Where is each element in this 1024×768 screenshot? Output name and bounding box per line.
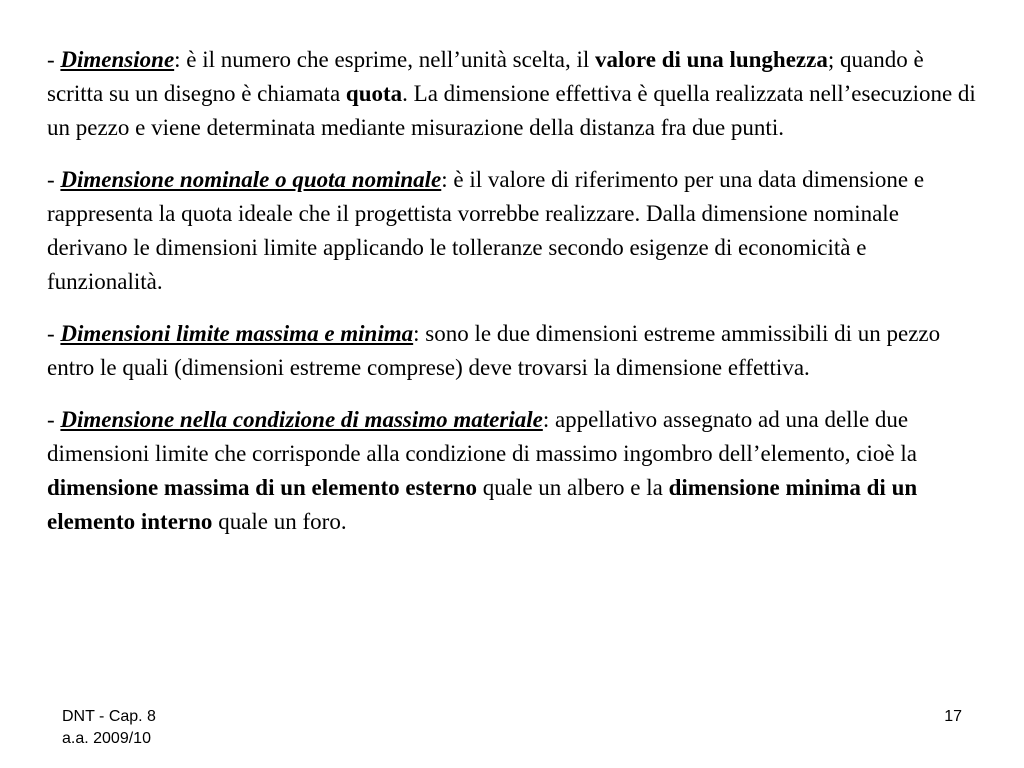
definition-text: : è il valore di riferimento per una data dimensione e rappresenta la quota ideale che il progettista vorrebbe realizzare. Dalla dimensione nominale derivano le dimensioni limite applicando le tolleranze secondo esigenze di economicità e funzionalità.	[47, 167, 925, 294]
definition-massimo-materiale	[47, 403, 982, 539]
definition-text: ; quando è scritta su un disegno è chiamata	[47, 47, 924, 106]
definition-text: quale un albero e la	[476, 475, 669, 500]
emphasis-text: quota	[345, 81, 403, 106]
bullet-dash: -	[47, 321, 61, 346]
definition-text: : appellativo assegnato ad una delle due dimensioni limite che corrisponde alla condizione di massimo ingombro dell’elemento, cioè la	[47, 407, 917, 466]
term-dimensione-nominale: Dimensione nominale o quota nominale	[60, 167, 442, 192]
definition-text: . La dimensione effettiva è quella realizzata nell’esecuzione di un pezzo e viene determinata mediante misurazione della distanza fra due punti.	[47, 81, 976, 140]
bullet-dash: -	[47, 167, 61, 192]
footer-academic-year: a.a. 2009/10	[62, 730, 151, 747]
term-dimensioni-limite: Dimensioni limite massima e minima	[60, 321, 414, 346]
bullet-dash: -	[47, 407, 61, 432]
slide-body	[47, 43, 982, 557]
definition-text: quale un foro.	[212, 509, 347, 534]
term-massimo-materiale: Dimensione nella condizione di massimo materiale	[60, 407, 543, 432]
term-dimensione: Dimensione	[60, 47, 175, 72]
bullet-dash: -	[47, 47, 61, 72]
emphasis-text: valore di una lunghezza	[595, 47, 828, 72]
definition-dimensione-nominale	[47, 163, 982, 299]
footer-course-info	[62, 706, 156, 750]
emphasis-text: dimensione massima di un elemento esterno	[47, 475, 477, 500]
definition-dimensione	[47, 43, 982, 145]
definition-dimensioni-limite	[47, 317, 982, 385]
footer-course: DNT - Cap. 8	[62, 708, 156, 725]
definition-text: : sono le due dimensioni estreme ammissibili di un pezzo entro le quali (dimensioni estreme comprese) deve trovarsi la dimensione effettiva.	[47, 321, 941, 380]
emphasis-text: dimensione minima di un elemento interno	[47, 475, 918, 534]
definition-text: : è il numero che esprime, nell’unità scelta, il	[174, 47, 596, 72]
page-number: 17	[944, 708, 962, 725]
